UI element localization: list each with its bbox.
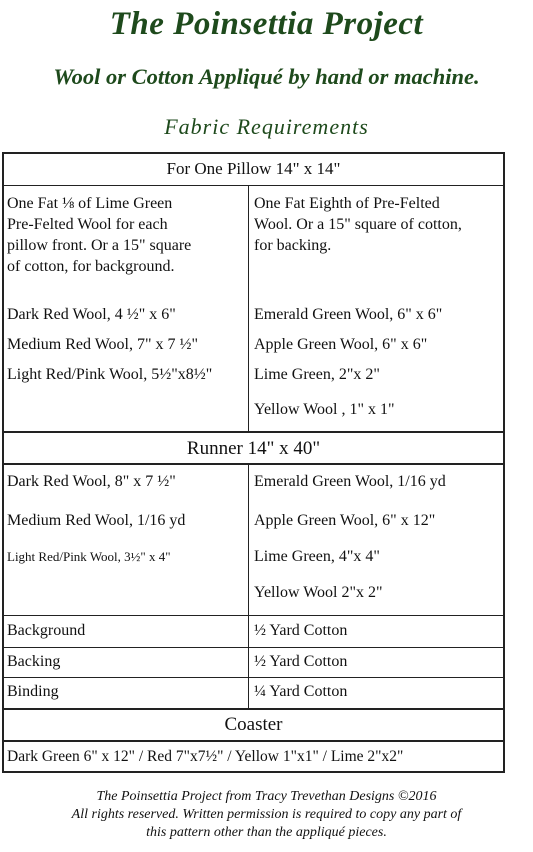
pillow-right-intro-3: for backing. [254, 237, 332, 254]
divider [4, 463, 503, 465]
pillow-item-medium-red: Medium Red Wool, 7" x 7 ½" [7, 336, 199, 353]
pillow-left-intro-2: Pre-Felted Wool for each [7, 216, 168, 233]
page-subtitle: Wool or Cotton Appliqué by hand or machine. [53, 64, 480, 89]
divider [4, 740, 503, 742]
runner-item-dark-red: Dark Red Wool, 8" x 7 ½" [7, 473, 176, 490]
pillow-item-light-red: Light Red/Pink Wool, 5½"x8½" [7, 366, 213, 383]
background-label: Background [7, 622, 86, 639]
backing-value: ½ Yard Cotton [254, 653, 348, 670]
pillow-item-lime: Lime Green, 2"x 2" [254, 366, 380, 383]
runner-item-emerald: Emerald Green Wool, 1/16 yd [254, 473, 446, 490]
fabric-requirements-table [2, 152, 505, 773]
section-heading: Fabric Requirements [164, 114, 369, 139]
coaster-line: Dark Green 6" x 12" / Red 7"x7½" / Yellow 1"x1" / Lime 2"x2" [7, 748, 404, 765]
divider [4, 185, 503, 186]
runner-item-yellow: Yellow Wool 2"x 2" [254, 584, 383, 601]
column-divider [248, 465, 249, 709]
pillow-item-dark-red: Dark Red Wool, 4 ½" x 6" [7, 306, 176, 323]
divider [4, 708, 503, 710]
background-value: ½ Yard Cotton [254, 622, 348, 639]
divider [4, 647, 503, 648]
binding-label: Binding [7, 683, 59, 700]
pillow-left-intro-1: One Fat ⅛ of Lime Green [7, 195, 173, 212]
column-divider [248, 186, 249, 431]
runner-item-lime: Lime Green, 4"x 4" [254, 548, 380, 565]
page-title: The Poinsettia Project [109, 6, 424, 42]
pillow-item-apple: Apple Green Wool, 6" x 6" [254, 336, 428, 353]
pillow-left-intro-4: of cotton, for background. [7, 258, 175, 275]
footer-line: this pattern other than the appliqué pieces. [146, 825, 387, 840]
runner-item-apple: Apple Green Wool, 6" x 12" [254, 512, 436, 529]
pillow-heading: For One Pillow 14" x 14" [166, 159, 341, 178]
runner-item-light-red: Light Red/Pink Wool, 3½" x 4" [7, 549, 171, 564]
divider [4, 615, 503, 616]
pillow-right-intro-1: One Fat Eighth of Pre-Felted [254, 195, 440, 212]
coaster-heading: Coaster [224, 714, 283, 735]
runner-item-medium-red: Medium Red Wool, 1/16 yd [7, 512, 186, 529]
divider [4, 677, 503, 678]
pillow-left-intro-3: pillow front. Or a 15" square [7, 237, 192, 254]
backing-label: Backing [7, 653, 61, 670]
divider [4, 431, 503, 433]
pillow-item-yellow: Yellow Wool , 1" x 1" [254, 401, 395, 418]
footer-line: All rights reserved. Written permission is required to copy any part of [71, 807, 462, 822]
binding-value: ¼ Yard Cotton [254, 683, 348, 700]
pillow-item-emerald: Emerald Green Wool, 6" x 6" [254, 306, 443, 323]
footer-line: The Poinsettia Project from Tracy Trevethan Designs ©2016 [96, 789, 437, 804]
copyright-footer [0, 788, 533, 842]
pillow-right-intro-2: Wool. Or a 15" square of cotton, [254, 216, 462, 233]
runner-heading: Runner 14" x 40" [186, 438, 321, 459]
